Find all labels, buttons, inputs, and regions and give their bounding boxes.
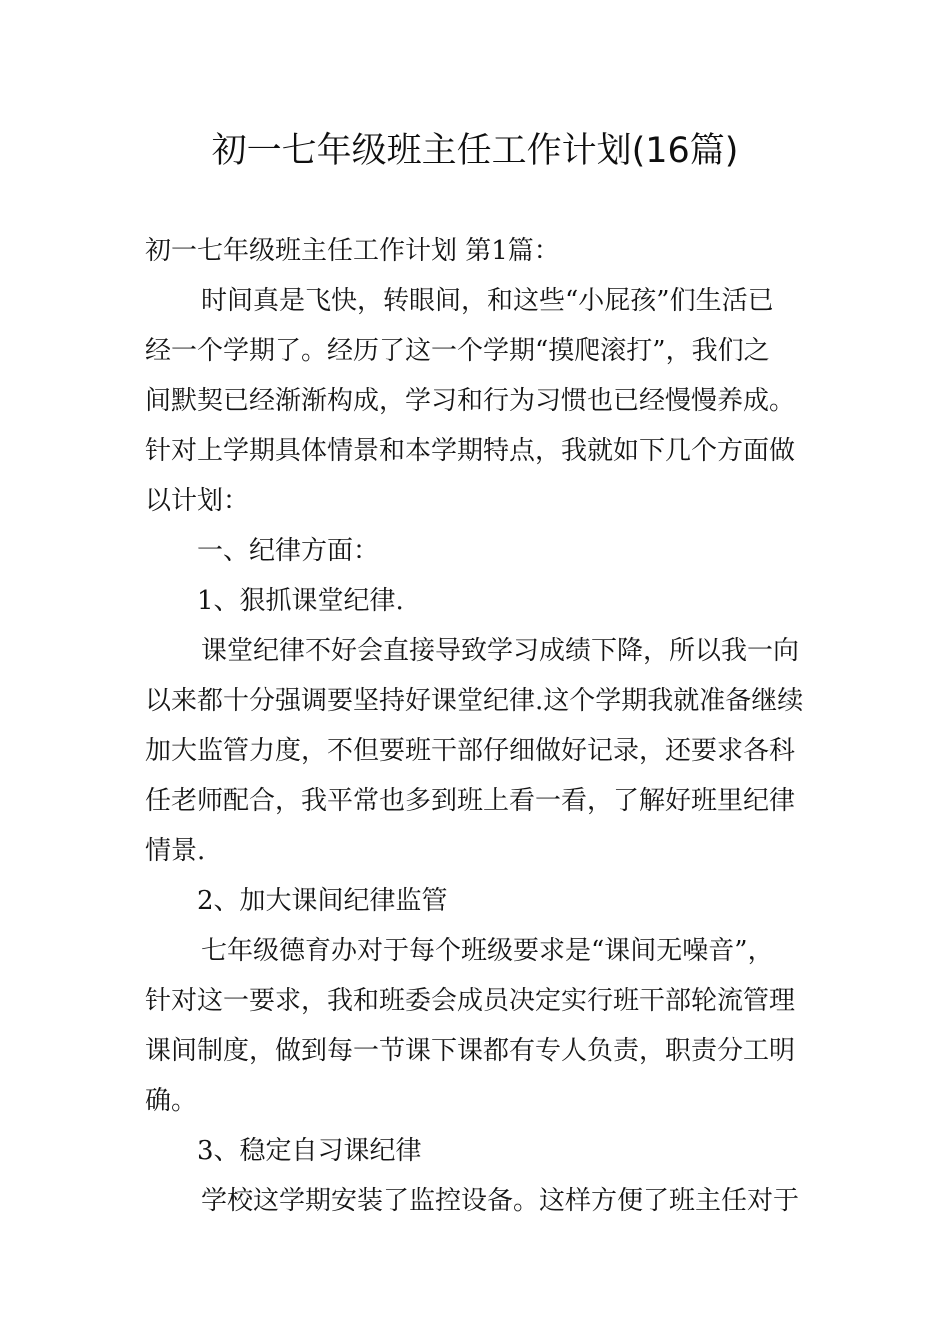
text-line: 3、稳定自习课纪律: [197, 1136, 422, 1166]
text-line: 针对这一要求，我和班委会成员决定实行班干部轮流管理: [145, 986, 796, 1016]
text-line: 学校这学期安装了监控设备。这样方便了班主任对于: [201, 1186, 800, 1216]
text-line: 七年级德育办对于每个班级要求是“课间无噪音”，: [201, 936, 774, 966]
text-line: 课堂纪律不好会直接导致学习成绩下降，所以我一向: [201, 636, 800, 666]
text-line: 情景.: [145, 836, 206, 866]
text-line: 加大监管力度，不但要班干部仔细做好记录，还要求各科: [145, 736, 796, 766]
text-line: 2、加大课间纪律监管: [197, 886, 448, 916]
text-line: 时间真是飞快，转眼间，和这些“小屁孩”们生活已: [201, 286, 774, 316]
text-line: 经一个学期了。经历了这一个学期“摸爬滚打”，我们之: [145, 336, 770, 366]
text-line: 确。: [145, 1086, 198, 1116]
document-title: 初一七年级班主任工作计划(16篇): [211, 131, 739, 171]
text-line: 1、狠抓课堂纪律.: [197, 586, 404, 616]
text-line: 针对上学期具体情景和本学期特点，我就如下几个方面做: [145, 436, 796, 466]
document-body: [145, 226, 810, 1226]
text-line: 初一七年级班主任工作计划 第1篇：: [145, 236, 560, 266]
text-line: 以计划：: [145, 486, 250, 516]
text-line: 任老师配合，我平常也多到班上看一看，了解好班里纪律: [145, 786, 796, 816]
text-line: 间默契已经渐渐构成，学习和行为习惯也已经慢慢养成。: [145, 386, 796, 416]
text-line: 一、纪律方面：: [197, 536, 380, 566]
text-line: 以来都十分强调要坚持好课堂纪律.这个学期我就准备继续: [145, 686, 804, 716]
text-line: 课间制度，做到每一节课下课都有专人负责，职责分工明: [145, 1036, 796, 1066]
